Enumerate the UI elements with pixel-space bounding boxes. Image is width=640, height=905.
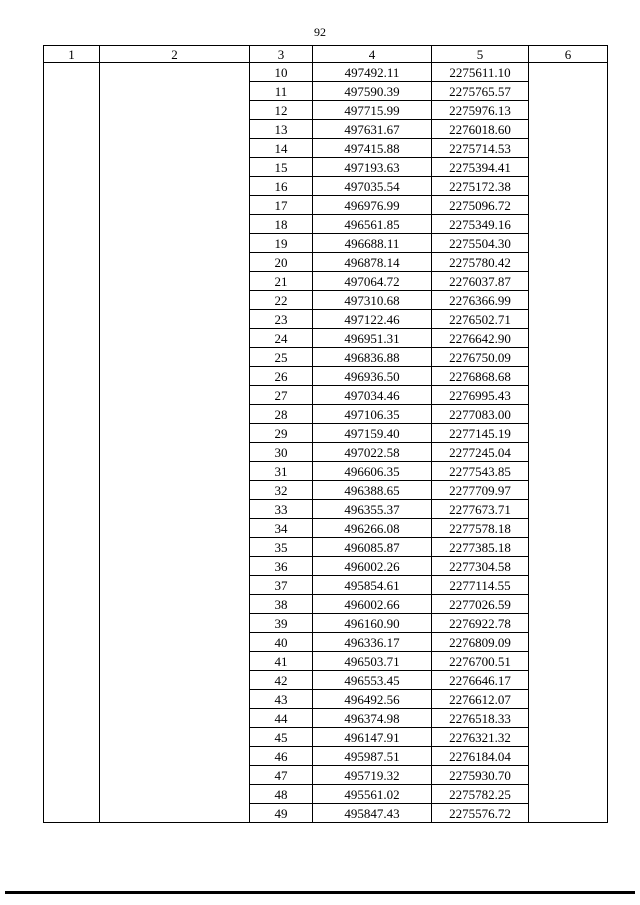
x-coordinate-cell: 497310.68 — [313, 291, 432, 310]
x-coordinate-cell: 497590.39 — [313, 82, 432, 101]
x-coordinate-cell: 496336.17 — [313, 633, 432, 652]
point-number-cell: 29 — [250, 424, 313, 443]
point-number-cell: 40 — [250, 633, 313, 652]
column-header-6: 6 — [529, 46, 608, 63]
x-coordinate-cell: 496002.66 — [313, 595, 432, 614]
point-number-cell: 42 — [250, 671, 313, 690]
point-number-cell: 48 — [250, 785, 313, 804]
column-header-4: 4 — [313, 46, 432, 63]
point-number-cell: 49 — [250, 804, 313, 823]
y-coordinate-cell: 2277385.18 — [432, 538, 529, 557]
y-coordinate-cell: 2276518.33 — [432, 709, 529, 728]
y-coordinate-cell: 2275394.41 — [432, 158, 529, 177]
point-number-cell: 35 — [250, 538, 313, 557]
x-coordinate-cell: 496553.45 — [313, 671, 432, 690]
point-number-cell: 17 — [250, 196, 313, 215]
point-number-cell: 46 — [250, 747, 313, 766]
y-coordinate-cell: 2276612.07 — [432, 690, 529, 709]
column-1-cell — [44, 63, 100, 823]
column-header-5: 5 — [432, 46, 529, 63]
point-number-cell: 20 — [250, 253, 313, 272]
point-number-cell: 27 — [250, 386, 313, 405]
point-number-cell: 22 — [250, 291, 313, 310]
y-coordinate-cell: 2275780.42 — [432, 253, 529, 272]
y-coordinate-cell: 2277114.55 — [432, 576, 529, 595]
x-coordinate-cell: 497122.46 — [313, 310, 432, 329]
y-coordinate-cell: 2276646.17 — [432, 671, 529, 690]
point-number-cell: 28 — [250, 405, 313, 424]
y-coordinate-cell: 2277673.71 — [432, 500, 529, 519]
x-coordinate-cell: 496606.35 — [313, 462, 432, 481]
x-coordinate-cell: 496878.14 — [313, 253, 432, 272]
y-coordinate-cell: 2277083.00 — [432, 405, 529, 424]
x-coordinate-cell: 495987.51 — [313, 747, 432, 766]
x-coordinate-cell: 496388.65 — [313, 481, 432, 500]
y-coordinate-cell: 2276321.32 — [432, 728, 529, 747]
column-6-cell — [529, 63, 608, 823]
y-coordinate-cell: 2276018.60 — [432, 120, 529, 139]
y-coordinate-cell: 2275782.25 — [432, 785, 529, 804]
point-number-cell: 11 — [250, 82, 313, 101]
y-coordinate-cell: 2276037.87 — [432, 272, 529, 291]
x-coordinate-cell: 497193.63 — [313, 158, 432, 177]
x-coordinate-cell: 495847.43 — [313, 804, 432, 823]
y-coordinate-cell: 2276868.68 — [432, 367, 529, 386]
point-number-cell: 16 — [250, 177, 313, 196]
x-coordinate-cell: 495854.61 — [313, 576, 432, 595]
point-number-cell: 44 — [250, 709, 313, 728]
point-number-cell: 30 — [250, 443, 313, 462]
x-coordinate-cell: 496688.11 — [313, 234, 432, 253]
y-coordinate-cell: 2275504.30 — [432, 234, 529, 253]
y-coordinate-cell: 2275172.38 — [432, 177, 529, 196]
header-row — [44, 46, 608, 63]
y-coordinate-cell: 2276502.71 — [432, 310, 529, 329]
x-coordinate-cell: 497159.40 — [313, 424, 432, 443]
x-coordinate-cell: 497492.11 — [313, 63, 432, 82]
y-coordinate-cell: 2277304.58 — [432, 557, 529, 576]
point-number-cell: 25 — [250, 348, 313, 367]
point-number-cell: 33 — [250, 500, 313, 519]
y-coordinate-cell: 2276700.51 — [432, 652, 529, 671]
y-coordinate-cell: 2277026.59 — [432, 595, 529, 614]
column-header-1: 1 — [44, 46, 100, 63]
x-coordinate-cell: 496085.87 — [313, 538, 432, 557]
point-number-cell: 19 — [250, 234, 313, 253]
point-number-cell: 13 — [250, 120, 313, 139]
y-coordinate-cell: 2275349.16 — [432, 215, 529, 234]
point-number-cell: 26 — [250, 367, 313, 386]
column-2-cell — [100, 63, 250, 823]
y-coordinate-cell: 2275714.53 — [432, 139, 529, 158]
x-coordinate-cell: 496147.91 — [313, 728, 432, 747]
y-coordinate-cell: 2276642.90 — [432, 329, 529, 348]
x-coordinate-cell: 496836.88 — [313, 348, 432, 367]
x-coordinate-cell: 496561.85 — [313, 215, 432, 234]
x-coordinate-cell: 497715.99 — [313, 101, 432, 120]
x-coordinate-cell: 496355.37 — [313, 500, 432, 519]
point-number-cell: 43 — [250, 690, 313, 709]
point-number-cell: 32 — [250, 481, 313, 500]
table-row — [44, 63, 608, 82]
y-coordinate-cell: 2277145.19 — [432, 424, 529, 443]
point-number-cell: 12 — [250, 101, 313, 120]
y-coordinate-cell: 2275576.72 — [432, 804, 529, 823]
x-coordinate-cell: 496160.90 — [313, 614, 432, 633]
point-number-cell: 45 — [250, 728, 313, 747]
point-number-cell: 36 — [250, 557, 313, 576]
point-number-cell: 23 — [250, 310, 313, 329]
y-coordinate-cell: 2276995.43 — [432, 386, 529, 405]
point-number-cell: 18 — [250, 215, 313, 234]
y-coordinate-cell: 2277543.85 — [432, 462, 529, 481]
x-coordinate-cell: 496002.26 — [313, 557, 432, 576]
x-coordinate-cell: 495719.32 — [313, 766, 432, 785]
point-number-cell: 34 — [250, 519, 313, 538]
point-number-cell: 31 — [250, 462, 313, 481]
point-number-cell: 10 — [250, 63, 313, 82]
y-coordinate-cell: 2275930.70 — [432, 766, 529, 785]
y-coordinate-cell: 2276922.78 — [432, 614, 529, 633]
x-coordinate-cell: 496503.71 — [313, 652, 432, 671]
page-number: 92 — [314, 25, 326, 39]
x-coordinate-cell: 496492.56 — [313, 690, 432, 709]
x-coordinate-cell: 497106.35 — [313, 405, 432, 424]
y-coordinate-cell: 2275611.10 — [432, 63, 529, 82]
y-coordinate-cell: 2277578.18 — [432, 519, 529, 538]
point-number-cell: 15 — [250, 158, 313, 177]
y-coordinate-cell: 2276750.09 — [432, 348, 529, 367]
x-coordinate-cell: 497035.54 — [313, 177, 432, 196]
point-number-cell: 39 — [250, 614, 313, 633]
point-number-cell: 41 — [250, 652, 313, 671]
point-number-cell: 47 — [250, 766, 313, 785]
point-number-cell: 14 — [250, 139, 313, 158]
x-coordinate-cell: 496374.98 — [313, 709, 432, 728]
y-coordinate-cell: 2275096.72 — [432, 196, 529, 215]
x-coordinate-cell: 497034.46 — [313, 386, 432, 405]
x-coordinate-cell: 496951.31 — [313, 329, 432, 348]
x-coordinate-cell: 497064.72 — [313, 272, 432, 291]
table-body — [44, 63, 608, 823]
y-coordinate-cell: 2276184.04 — [432, 747, 529, 766]
x-coordinate-cell: 497022.58 — [313, 443, 432, 462]
point-number-cell: 21 — [250, 272, 313, 291]
x-coordinate-cell: 496976.99 — [313, 196, 432, 215]
coordinates-table — [43, 45, 608, 823]
column-header-3: 3 — [250, 46, 313, 63]
y-coordinate-cell: 2275765.57 — [432, 82, 529, 101]
y-coordinate-cell: 2275976.13 — [432, 101, 529, 120]
x-coordinate-cell: 496936.50 — [313, 367, 432, 386]
x-coordinate-cell: 497415.88 — [313, 139, 432, 158]
column-header-2: 2 — [100, 46, 250, 63]
y-coordinate-cell: 2277245.04 — [432, 443, 529, 462]
point-number-cell: 24 — [250, 329, 313, 348]
bottom-rule — [5, 891, 635, 894]
y-coordinate-cell: 2276366.99 — [432, 291, 529, 310]
x-coordinate-cell: 497631.67 — [313, 120, 432, 139]
y-coordinate-cell: 2277709.97 — [432, 481, 529, 500]
x-coordinate-cell: 496266.08 — [313, 519, 432, 538]
x-coordinate-cell: 495561.02 — [313, 785, 432, 804]
point-number-cell: 37 — [250, 576, 313, 595]
y-coordinate-cell: 2276809.09 — [432, 633, 529, 652]
point-number-cell: 38 — [250, 595, 313, 614]
